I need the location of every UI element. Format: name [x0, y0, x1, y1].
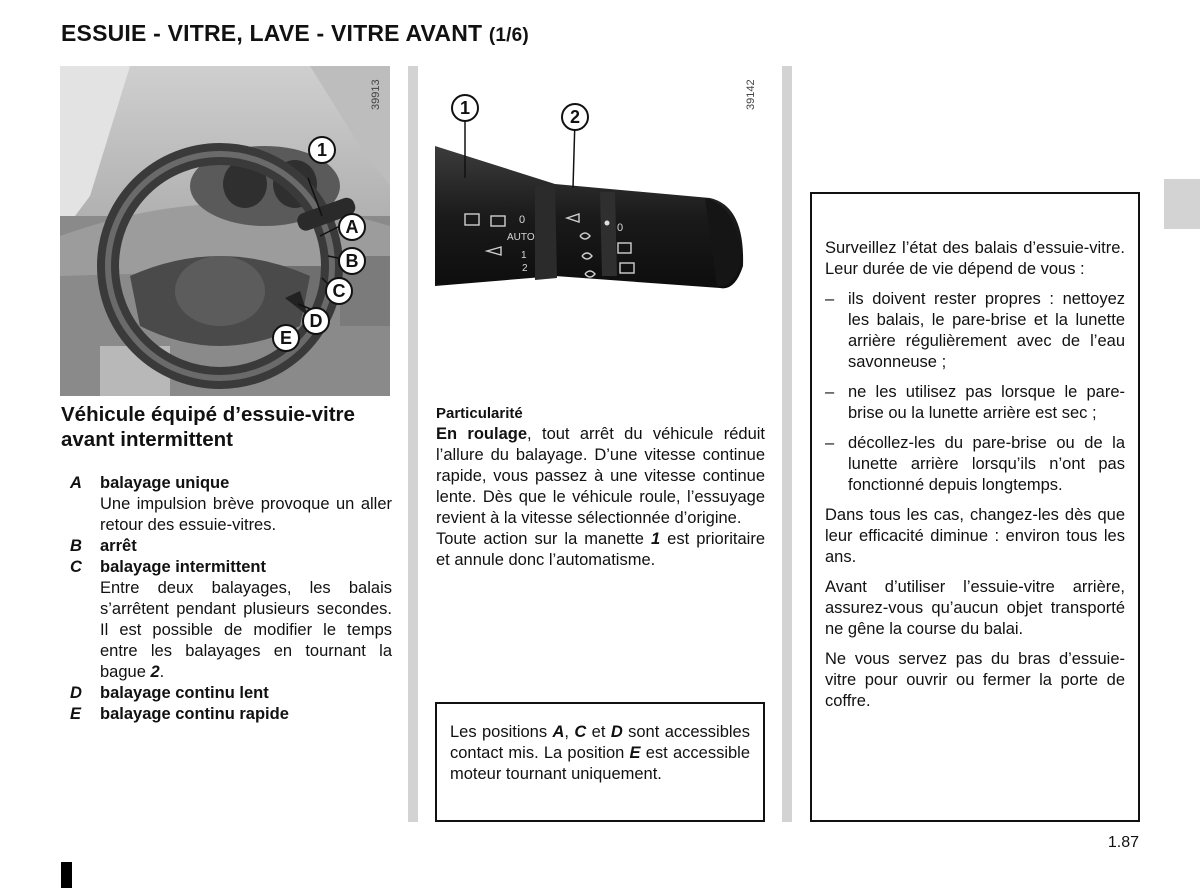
column-divider-1	[408, 66, 418, 822]
list-item	[70, 473, 392, 536]
note-key-d: D	[610, 723, 623, 741]
paragraph-ref: 1	[650, 530, 661, 548]
lever-illustration	[435, 66, 765, 296]
item-title: balayage intermittent	[100, 558, 266, 576]
item-key: C	[70, 558, 82, 576]
callout-c: C	[325, 277, 353, 305]
paragraph: Ne vous servez pas du bras d’essuie-vitre pour ouvrir ou fermer la porte de coffre.	[825, 650, 1125, 710]
item-key: D	[70, 684, 82, 702]
paragraph-text-end: est prioritaire et annule donc l’automatisme.	[436, 530, 765, 569]
item-title: balayage continu rapide	[100, 705, 289, 723]
item-title: balayage continu lent	[100, 684, 269, 702]
list-item	[70, 683, 392, 704]
desc-text-end: .	[159, 663, 165, 681]
figure-number: 39142	[745, 79, 757, 110]
item-description	[100, 578, 392, 683]
page-title	[61, 20, 529, 47]
callout-b: B	[338, 247, 366, 275]
bullet-item: – décollez-les du pare-brise ou de la lunette arrière lorsqu’ils n’ont pas fonctionné depuis longtemps.	[825, 433, 1125, 496]
dashboard-illustration	[60, 66, 390, 396]
lever-label-auto: AUTO	[507, 232, 535, 243]
maintenance-box	[810, 192, 1140, 822]
note-key-c: C	[574, 723, 587, 741]
section-tab	[1164, 179, 1200, 229]
page-title-part: (1/6)	[488, 25, 529, 46]
lever-label-0: 0	[519, 214, 526, 226]
wiper-positions-list	[70, 473, 392, 725]
column-divider-2	[782, 66, 792, 822]
item-title: arrêt	[100, 537, 137, 555]
item-description: Une impulsion brève provoque un aller retour des essuie-vitres.	[100, 495, 392, 534]
note-part: Les positions	[450, 723, 553, 741]
paragraph	[436, 424, 765, 529]
paragraph	[436, 529, 765, 571]
paragraph-text: , tout arrêt du véhicule réduit l’allure du balayage. D’une vitesse continue rapide, vous passez à une vitesse continue lente. Dès que le véhicule roule, l’essuyage revient à la vitesse sélectionnée d’origine.	[436, 425, 766, 527]
section-heading: Véhicule équipé d’essuie-vitre avant intermittent	[61, 403, 355, 451]
particularity-heading: Particularité	[436, 405, 523, 422]
item-key: E	[70, 705, 82, 723]
paragraph-text: Toute action sur la manette	[436, 530, 651, 548]
lever-label-ring-0: 0	[617, 222, 624, 234]
note-part: et	[586, 723, 611, 741]
particularity-section	[436, 403, 765, 571]
list-item	[70, 557, 392, 683]
page-number: 1.87	[1107, 834, 1139, 851]
bullet-item: – ne les utilisez pas lorsque le pare-brise ou la lunette arrière est sec ;	[825, 382, 1125, 424]
item-title: balayage unique	[100, 474, 230, 492]
lever-label-1: 1	[521, 250, 527, 261]
item-key: A	[70, 474, 82, 492]
note-part: sont accessibles contact mis. La position	[450, 723, 750, 762]
note-box	[435, 702, 765, 822]
list-item	[70, 704, 392, 725]
note-part: est accessible moteur tournant uniquement.	[450, 744, 750, 783]
note-part: ,	[564, 723, 575, 741]
callout-1: 1	[308, 136, 336, 164]
desc-ref: 2	[150, 663, 160, 681]
paragraph: Avant d’utiliser l’essuie-vitre arrière, assurez-vous qu’aucun objet transporté ne gêne la course du balai.	[825, 578, 1125, 638]
desc-text: Entre deux balayages, les balais s’arrêtent pendant plusieurs secondes. Il est possible de modifier le temps entre les balayages en tournant la bague	[100, 579, 392, 681]
list-item	[70, 536, 392, 557]
note-text	[450, 722, 750, 785]
callout-e: E	[272, 324, 300, 352]
callout-a: A	[338, 213, 366, 241]
intro-text: Surveillez l’état des balais d’essuie-vitre. Leur durée de vie dépend de vous :	[825, 239, 1125, 278]
callout-2: 2	[561, 103, 589, 131]
paragraph: Dans tous les cas, changez-les dès que leur efficacité diminue : environ tous les ans.	[825, 506, 1125, 566]
note-key-a: A	[552, 723, 565, 741]
lever-label-2: 2	[522, 263, 528, 274]
bullet-item: – ils doivent rester propres : nettoyez les balais, le pare-brise et la lunette arrière régulièrement avec de l’eau savonneuse ;	[825, 289, 1125, 373]
callout-1: 1	[451, 94, 479, 122]
lever-drawing	[435, 66, 765, 296]
callout-d: D	[302, 307, 330, 335]
page-title-text: ESSUIE - VITRE, LAVE - VITRE AVANT	[61, 20, 483, 46]
paragraph-strong: En roulage	[436, 425, 528, 443]
note-key-e: E	[629, 744, 641, 762]
margin-marker	[61, 862, 72, 888]
item-key: B	[70, 537, 82, 555]
figure-number: 39913	[370, 79, 382, 110]
